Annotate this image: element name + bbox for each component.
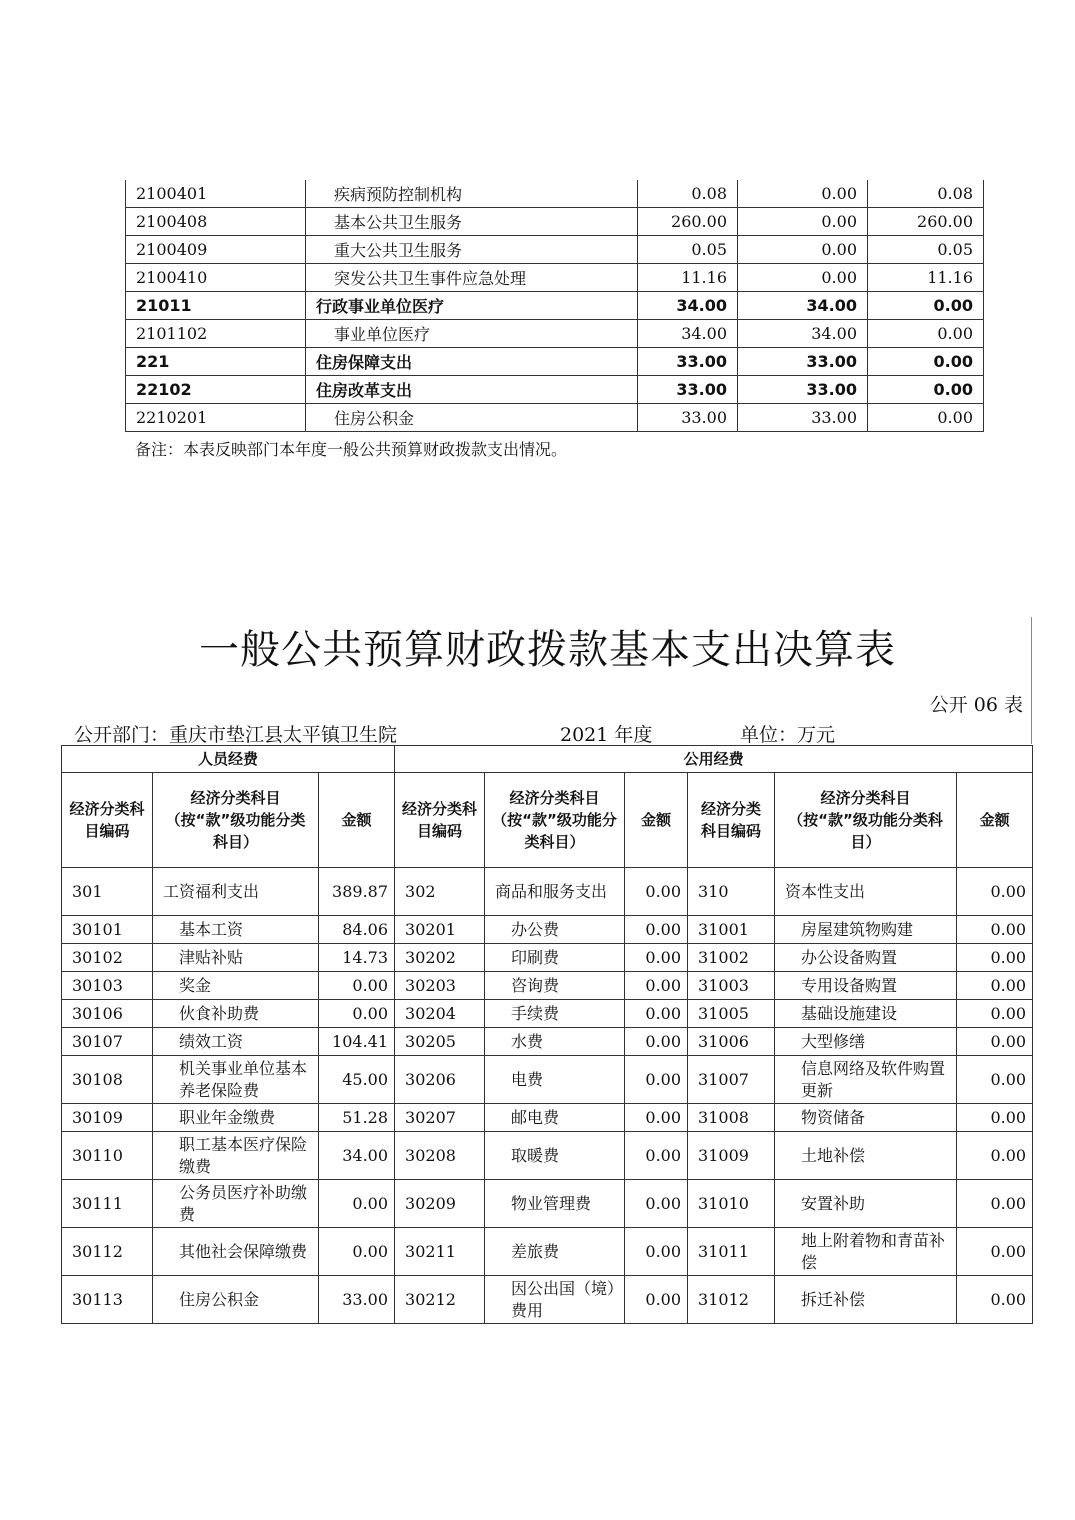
name-cell: 物业管理费 <box>485 1180 625 1228</box>
code-cell: 310 <box>688 868 775 916</box>
total-cell: 34.00 <box>638 292 738 320</box>
group-public: 公用经费 <box>395 746 1033 773</box>
project-cell: 0.00 <box>868 320 984 348</box>
header-name: 经济分类科目（按“款”级功能分类科目） <box>153 773 319 868</box>
name-cell: 基础设施建设 <box>775 1000 957 1028</box>
code-cell: 30204 <box>395 1000 485 1028</box>
table-row <box>62 1228 1033 1276</box>
table-row <box>126 236 984 264</box>
amount-cell: 0.00 <box>319 1000 395 1028</box>
code-cell: 30202 <box>395 944 485 972</box>
table-number: 公开 06 表 <box>929 694 1023 716</box>
basic-expenditure-table <box>61 745 1033 1324</box>
code-cell: 30101 <box>62 916 153 944</box>
code-cell: 31012 <box>688 1276 775 1324</box>
amount-cell: 84.06 <box>319 916 395 944</box>
name-cell: 住房公积金 <box>153 1276 319 1324</box>
code-cell: 2100410 <box>126 264 306 292</box>
code-cell: 30207 <box>395 1104 485 1132</box>
total-cell: 33.00 <box>638 404 738 432</box>
total-cell: 33.00 <box>638 376 738 404</box>
code-cell: 30106 <box>62 1000 153 1028</box>
amount-cell: 0.00 <box>957 972 1033 1000</box>
name-cell: 因公出国（境）费用 <box>485 1276 625 1324</box>
name-cell: 其他社会保障缴费 <box>153 1228 319 1276</box>
amount-cell: 0.00 <box>319 1228 395 1276</box>
project-cell: 0.00 <box>868 292 984 320</box>
name-cell: 水费 <box>485 1028 625 1056</box>
table-row <box>62 944 1033 972</box>
name-cell: 住房公积金 <box>306 404 638 432</box>
code-cell: 301 <box>62 868 153 916</box>
amount-cell: 0.00 <box>957 1228 1033 1276</box>
amount-cell: 0.00 <box>957 916 1033 944</box>
expenditure-table-continued <box>125 180 984 432</box>
code-cell: 22102 <box>126 376 306 404</box>
code-cell: 31009 <box>688 1132 775 1180</box>
name-cell: 资本性支出 <box>775 868 957 916</box>
amount-cell: 104.41 <box>319 1028 395 1056</box>
amount-cell: 0.00 <box>625 1276 688 1324</box>
name-cell: 津贴补贴 <box>153 944 319 972</box>
code-cell: 30209 <box>395 1180 485 1228</box>
total-cell: 11.16 <box>638 264 738 292</box>
page-title: 一般公共预算财政拨款基本支出决算表 <box>199 627 896 673</box>
name-cell: 取暖费 <box>485 1132 625 1180</box>
year-label: 2021 年度 <box>560 724 653 746</box>
basic-cell: 0.00 <box>738 236 868 264</box>
project-cell: 11.16 <box>868 264 984 292</box>
amount-cell: 0.00 <box>625 1028 688 1056</box>
name-cell: 奖金 <box>153 972 319 1000</box>
code-cell: 31001 <box>688 916 775 944</box>
name-cell: 房屋建筑物购建 <box>775 916 957 944</box>
code-cell: 31010 <box>688 1180 775 1228</box>
header-amount: 金额 <box>957 773 1033 868</box>
code-cell: 30103 <box>62 972 153 1000</box>
amount-cell: 51.28 <box>319 1104 395 1132</box>
amount-cell: 0.00 <box>957 1000 1033 1028</box>
name-cell: 伙食补助费 <box>153 1000 319 1028</box>
code-cell: 221 <box>126 348 306 376</box>
table-row <box>62 1132 1033 1180</box>
unit-label: 单位：万元 <box>740 724 836 746</box>
project-cell: 0.08 <box>868 180 984 208</box>
basic-cell: 34.00 <box>738 292 868 320</box>
group-personnel: 人员经费 <box>62 746 395 773</box>
name-cell: 基本工资 <box>153 916 319 944</box>
name-cell: 机关事业单位基本养老保险费 <box>153 1056 319 1104</box>
table-row <box>126 292 984 320</box>
name-cell: 手续费 <box>485 1000 625 1028</box>
basic-cell: 34.00 <box>738 320 868 348</box>
header-name: 经济分类科目（按“款”级功能分类科目） <box>775 773 957 868</box>
total-cell: 260.00 <box>638 208 738 236</box>
name-cell: 突发公共卫生事件应急处理 <box>306 264 638 292</box>
amount-cell: 0.00 <box>625 1228 688 1276</box>
code-cell: 31005 <box>688 1000 775 1028</box>
table-row <box>126 376 984 404</box>
table-row <box>62 1104 1033 1132</box>
header-code: 经济分类科目编码 <box>688 773 775 868</box>
code-cell: 30111 <box>62 1180 153 1228</box>
project-cell: 0.00 <box>868 376 984 404</box>
code-cell: 30112 <box>62 1228 153 1276</box>
table-row <box>62 972 1033 1000</box>
amount-cell: 45.00 <box>319 1056 395 1104</box>
amount-cell: 0.00 <box>319 1180 395 1228</box>
name-cell: 咨询费 <box>485 972 625 1000</box>
code-cell: 31002 <box>688 944 775 972</box>
table-row <box>62 916 1033 944</box>
amount-cell: 0.00 <box>625 1104 688 1132</box>
amount-cell: 0.00 <box>319 972 395 1000</box>
header-name: 经济分类科目（按“款”级功能分类科目） <box>485 773 625 868</box>
amount-cell: 0.00 <box>957 944 1033 972</box>
name-cell: 印刷费 <box>485 944 625 972</box>
project-cell: 0.00 <box>868 348 984 376</box>
header-amount: 金额 <box>319 773 395 868</box>
amount-cell: 33.00 <box>319 1276 395 1324</box>
basic-cell: 33.00 <box>738 376 868 404</box>
table-row <box>62 868 1033 916</box>
code-cell: 30205 <box>395 1028 485 1056</box>
project-cell: 260.00 <box>868 208 984 236</box>
name-cell: 职业年金缴费 <box>153 1104 319 1132</box>
amount-cell: 0.00 <box>625 1056 688 1104</box>
name-cell: 电费 <box>485 1056 625 1104</box>
name-cell: 安置补助 <box>775 1180 957 1228</box>
project-cell: 0.00 <box>868 404 984 432</box>
amount-cell: 0.00 <box>625 1000 688 1028</box>
code-cell: 30107 <box>62 1028 153 1056</box>
amount-cell: 0.00 <box>625 1180 688 1228</box>
table-row <box>126 208 984 236</box>
code-cell: 30108 <box>62 1056 153 1104</box>
code-cell: 30201 <box>395 916 485 944</box>
amount-cell: 0.00 <box>957 1276 1033 1324</box>
basic-cell: 0.00 <box>738 180 868 208</box>
name-cell: 住房保障支出 <box>306 348 638 376</box>
table-row <box>62 1000 1033 1028</box>
project-cell: 0.05 <box>868 236 984 264</box>
name-cell: 土地补偿 <box>775 1132 957 1180</box>
code-cell: 30102 <box>62 944 153 972</box>
table-row <box>126 404 984 432</box>
amount-cell: 0.00 <box>957 1132 1033 1180</box>
amount-cell: 0.00 <box>957 1056 1033 1104</box>
header-amount: 金额 <box>625 773 688 868</box>
name-cell: 工资福利支出 <box>153 868 319 916</box>
amount-cell: 0.00 <box>625 944 688 972</box>
table-row <box>62 1056 1033 1104</box>
name-cell: 公务员医疗补助缴费 <box>153 1180 319 1228</box>
name-cell: 商品和服务支出 <box>485 868 625 916</box>
amount-cell: 14.73 <box>319 944 395 972</box>
code-cell: 30109 <box>62 1104 153 1132</box>
name-cell: 地上附着物和青苗补偿 <box>775 1228 957 1276</box>
code-cell: 30113 <box>62 1276 153 1324</box>
name-cell: 基本公共卫生服务 <box>306 208 638 236</box>
name-cell: 绩效工资 <box>153 1028 319 1056</box>
name-cell: 信息网络及软件购置更新 <box>775 1056 957 1104</box>
amount-cell: 0.00 <box>625 1132 688 1180</box>
basic-cell: 33.00 <box>738 404 868 432</box>
code-cell: 30211 <box>395 1228 485 1276</box>
name-cell: 行政事业单位医疗 <box>306 292 638 320</box>
amount-cell: 0.00 <box>625 916 688 944</box>
amount-cell: 0.00 <box>625 972 688 1000</box>
table-row <box>62 1276 1033 1324</box>
basic-cell: 0.00 <box>738 264 868 292</box>
total-cell: 34.00 <box>638 320 738 348</box>
table-row <box>126 180 984 208</box>
code-cell: 30212 <box>395 1276 485 1324</box>
name-cell: 大型修缮 <box>775 1028 957 1056</box>
header-code: 经济分类科目编码 <box>62 773 153 868</box>
name-cell: 物资储备 <box>775 1104 957 1132</box>
code-cell: 31003 <box>688 972 775 1000</box>
code-cell: 21011 <box>126 292 306 320</box>
code-cell: 2100401 <box>126 180 306 208</box>
amount-cell: 0.00 <box>957 1104 1033 1132</box>
amount-cell: 0.00 <box>625 868 688 916</box>
code-cell: 2101102 <box>126 320 306 348</box>
name-cell: 住房改革支出 <box>306 376 638 404</box>
total-cell: 0.08 <box>638 180 738 208</box>
name-cell: 拆迁补偿 <box>775 1276 957 1324</box>
code-cell: 31006 <box>688 1028 775 1056</box>
code-cell: 2100408 <box>126 208 306 236</box>
code-cell: 2100409 <box>126 236 306 264</box>
table-row <box>62 1180 1033 1228</box>
amount-cell: 389.87 <box>319 868 395 916</box>
code-cell: 31007 <box>688 1056 775 1104</box>
code-cell: 302 <box>395 868 485 916</box>
department-label: 公开部门：重庆市垫江县太平镇卫生院 <box>74 724 398 746</box>
basic-cell: 0.00 <box>738 208 868 236</box>
table-row <box>126 348 984 376</box>
amount-cell: 0.00 <box>957 1028 1033 1056</box>
code-cell: 30203 <box>395 972 485 1000</box>
name-cell: 疾病预防控制机构 <box>306 180 638 208</box>
table-row <box>126 320 984 348</box>
total-cell: 33.00 <box>638 348 738 376</box>
name-cell: 差旅费 <box>485 1228 625 1276</box>
name-cell: 邮电费 <box>485 1104 625 1132</box>
amount-cell: 0.00 <box>957 868 1033 916</box>
amount-cell: 0.00 <box>957 1180 1033 1228</box>
name-cell: 重大公共卫生服务 <box>306 236 638 264</box>
code-cell: 31008 <box>688 1104 775 1132</box>
code-cell: 2210201 <box>126 404 306 432</box>
name-cell: 办公设备购置 <box>775 944 957 972</box>
code-cell: 30208 <box>395 1132 485 1180</box>
code-cell: 30206 <box>395 1056 485 1104</box>
amount-cell: 34.00 <box>319 1132 395 1180</box>
header-code: 经济分类科目编码 <box>395 773 485 868</box>
name-cell: 专用设备购置 <box>775 972 957 1000</box>
name-cell: 事业单位医疗 <box>306 320 638 348</box>
basic-cell: 33.00 <box>738 348 868 376</box>
code-cell: 31011 <box>688 1228 775 1276</box>
code-cell: 30110 <box>62 1132 153 1180</box>
total-cell: 0.05 <box>638 236 738 264</box>
table-row <box>126 264 984 292</box>
table-note: 备注：本表反映部门本年度一般公共预算财政拨款支出情况。 <box>135 440 568 459</box>
table-row <box>62 1028 1033 1056</box>
name-cell: 职工基本医疗保险缴费 <box>153 1132 319 1180</box>
name-cell: 办公费 <box>485 916 625 944</box>
